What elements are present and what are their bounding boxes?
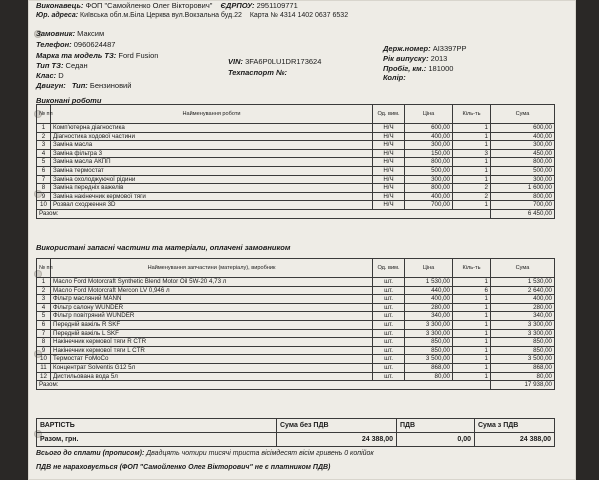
amount-cell: 400,00 — [491, 132, 555, 141]
work-row — [37, 124, 555, 133]
cost-label: ВАРТІСТЬ — [37, 419, 277, 433]
vin-label: VIN: — [228, 57, 243, 66]
item-name-cell: Заміна передніх важелів — [51, 184, 373, 193]
row-number-cell: 11 — [37, 363, 51, 372]
part-row — [37, 363, 555, 372]
column-header: Од. вим. — [373, 259, 405, 278]
column-header: Ціна — [405, 259, 453, 278]
work-row — [37, 149, 555, 158]
body-type-line — [36, 61, 88, 71]
item-name-cell: Передній важіль L SKF — [51, 329, 373, 338]
executor-label: Виконавець: — [36, 1, 84, 10]
unit-cell: Н/Ч — [373, 166, 405, 175]
row-number-cell: 6 — [37, 320, 51, 329]
item-name-cell: Масло Ford Motorcraft Synthetic Blend Motor Oil 5W-20 4,73 л — [51, 278, 373, 287]
amount-cell: 1 600,00 — [491, 184, 555, 193]
quantity-cell: 1 — [453, 355, 491, 364]
price-cell: 340,00 — [405, 312, 453, 321]
column-header: № пп — [37, 259, 51, 278]
quantity-cell: 1 — [453, 338, 491, 347]
item-name-cell: Передній важіль R SKF — [51, 320, 373, 329]
unit-cell: шт. — [373, 286, 405, 295]
work-row — [37, 201, 555, 210]
passport-label: Техпаспорт №: — [228, 68, 288, 77]
color-label: Колір: — [383, 73, 406, 82]
unit-cell: шт. — [373, 346, 405, 355]
unit-cell: шт. — [373, 320, 405, 329]
unit-cell: Н/Ч — [373, 149, 405, 158]
unit-cell: шт. — [373, 303, 405, 312]
works-header-row — [37, 105, 555, 124]
quantity-cell: 1 — [453, 312, 491, 321]
price-cell: 700,00 — [405, 201, 453, 210]
edrpou-label: ЄДРПОУ: — [220, 1, 255, 10]
quantity-cell: 6 — [453, 286, 491, 295]
sum-with-vat-label: Сума з ПДВ — [475, 419, 555, 433]
row-number-cell: 6 — [37, 166, 51, 175]
phone-value: 0960624487 — [73, 40, 116, 49]
part-row — [37, 286, 555, 295]
vat-note: ПДВ не нараховується (ФОП "Самойленко Олег Вікторович" не є платником ПДВ) — [36, 464, 331, 471]
amount-cell: 868,00 — [491, 363, 555, 372]
amount-cell: 300,00 — [491, 141, 555, 150]
amount-in-words — [36, 450, 374, 457]
amount-in-words-label: Всього до сплати (прописом): — [36, 450, 145, 457]
item-name-cell: Розвал сходження 3D — [51, 201, 373, 210]
summary-total-label: Разом, грн. — [37, 433, 277, 447]
color-line — [383, 73, 406, 83]
amount-cell: 3 300,00 — [491, 329, 555, 338]
unit-cell: шт. — [373, 278, 405, 287]
works-total-label: Разом: — [37, 209, 491, 218]
row-number-cell: 7 — [37, 175, 51, 184]
item-name-cell: Заміна термостат — [51, 166, 373, 175]
item-name-cell: Масло Ford Motorcraft Mercon LV 0,946 л — [51, 286, 373, 295]
price-cell: 400,00 — [405, 132, 453, 141]
item-name-cell: Накінечник кермової тяги L CTR — [51, 346, 373, 355]
mileage-value: 181000 — [428, 64, 454, 73]
price-cell: 1 530,00 — [405, 278, 453, 287]
parts-header-row — [37, 259, 555, 278]
part-row — [37, 278, 555, 287]
quantity-cell: 1 — [453, 278, 491, 287]
address-value: Київська обл.м.Біла Церква вул.Вокзальна буд.22 — [80, 12, 242, 19]
mileage-label: Пробіг, км.: — [383, 64, 427, 73]
row-number-cell: 12 — [37, 372, 51, 381]
phone-line — [36, 40, 115, 50]
unit-cell: Н/Ч — [373, 201, 405, 210]
model-label: Марка та модель ТЗ: — [36, 51, 117, 60]
works-title: Виконані роботи — [36, 96, 102, 105]
card-value: 4314 1402 0637 6532 — [279, 12, 349, 19]
summary-header-row — [37, 419, 555, 433]
parts-total-value: 17 938,00 — [491, 381, 555, 390]
item-name-cell: Комп'ютерна діагностика — [51, 124, 373, 133]
vin-line — [228, 57, 321, 67]
model-value: Ford Fusion — [118, 51, 159, 60]
item-name-cell: Діагностика ходової частини — [51, 132, 373, 141]
part-row — [37, 372, 555, 381]
row-number-cell: 3 — [37, 141, 51, 150]
quantity-cell: 1 — [453, 320, 491, 329]
price-cell: 280,00 — [405, 303, 453, 312]
engine-type-value: Бензиновий — [89, 81, 132, 90]
year-line — [383, 54, 447, 64]
year-value: 2013 — [430, 54, 448, 63]
unit-cell: Н/Ч — [373, 132, 405, 141]
amount-cell: 850,00 — [491, 338, 555, 347]
unit-cell: Н/Ч — [373, 175, 405, 184]
parts-total-row — [37, 381, 555, 390]
price-cell: 3 500,00 — [405, 355, 453, 364]
column-header: № пп — [37, 105, 51, 124]
unit-cell: шт. — [373, 329, 405, 338]
amount-cell: 2 640,00 — [491, 286, 555, 295]
unit-cell: шт. — [373, 338, 405, 347]
quantity-cell: 1 — [453, 329, 491, 338]
price-cell: 3 300,00 — [405, 329, 453, 338]
quantity-cell: 1 — [453, 372, 491, 381]
model-line — [36, 51, 158, 61]
work-row — [37, 184, 555, 193]
part-row — [37, 338, 555, 347]
unit-cell: Н/Ч — [373, 192, 405, 201]
vin-value: 3FA6P0LU1DR173624 — [245, 57, 322, 66]
row-number-cell: 5 — [37, 158, 51, 167]
work-row — [37, 166, 555, 175]
amount-cell: 280,00 — [491, 303, 555, 312]
quantity-cell: 1 — [453, 124, 491, 133]
item-name-cell: Заміна охолоджуючої рідини — [51, 175, 373, 184]
item-name-cell: Заміна фільтра 3 — [51, 149, 373, 158]
row-number-cell: 9 — [37, 192, 51, 201]
price-cell: 600,00 — [405, 124, 453, 133]
card-label: Карта № — [249, 12, 279, 19]
item-name-cell: Накінечник кермової тяги R CTR — [51, 338, 373, 347]
quantity-cell: 2 — [453, 192, 491, 201]
class-label: Клас: — [36, 71, 57, 80]
row-number-cell: 4 — [37, 303, 51, 312]
address-line — [36, 11, 348, 21]
price-cell: 150,00 — [405, 149, 453, 158]
amount-cell: 1 530,00 — [491, 278, 555, 287]
sum-without-vat-value: 24 388,00 — [277, 433, 397, 447]
quantity-cell: 1 — [453, 175, 491, 184]
column-header: Ціна — [405, 105, 453, 124]
column-header: Кіль-ть — [453, 259, 491, 278]
quantity-cell: 1 — [453, 295, 491, 304]
executor-line — [36, 1, 298, 11]
engine-type-label: Тип: — [71, 81, 88, 90]
amount-cell: 3 500,00 — [491, 355, 555, 364]
column-header: Кіль-ть — [453, 105, 491, 124]
work-row — [37, 141, 555, 150]
price-cell: 400,00 — [405, 192, 453, 201]
quantity-cell: 1 — [453, 346, 491, 355]
works-total-value: 6 450,00 — [491, 209, 555, 218]
amount-cell: 400,00 — [491, 295, 555, 304]
reg-number-value: AI3397PP — [432, 44, 467, 53]
quantity-cell: 2 — [453, 184, 491, 193]
work-row — [37, 158, 555, 167]
unit-cell: шт. — [373, 372, 405, 381]
row-number-cell: 1 — [37, 278, 51, 287]
amount-cell: 450,00 — [491, 149, 555, 158]
price-cell: 300,00 — [405, 175, 453, 184]
amount-cell: 850,00 — [491, 346, 555, 355]
part-row — [37, 295, 555, 304]
item-name-cell: Заміна масла — [51, 141, 373, 150]
quantity-cell: 3 — [453, 149, 491, 158]
column-header: Сума — [491, 105, 555, 124]
item-name-cell: Фільтр повітряний WUNDER — [51, 312, 373, 321]
price-cell: 850,00 — [405, 346, 453, 355]
summary-table — [36, 418, 555, 447]
amount-cell: 500,00 — [491, 166, 555, 175]
body-type-value: Седан — [65, 61, 88, 70]
unit-cell: шт. — [373, 295, 405, 304]
sum-without-vat-label: Сума без ПДВ — [277, 419, 397, 433]
row-number-cell: 4 — [37, 149, 51, 158]
amount-cell: 600,00 — [491, 124, 555, 133]
vat-value: 0,00 — [397, 433, 475, 447]
item-name-cell: Термостат FoMoCo — [51, 355, 373, 364]
item-name-cell: Концентрат Solventis G12 5л — [51, 363, 373, 372]
reg-number-label: Держ.номер: — [383, 44, 431, 53]
engine-label: Двигун: — [36, 81, 66, 90]
unit-cell: шт. — [373, 363, 405, 372]
item-name-cell: Фільтр масляний MANN — [51, 295, 373, 304]
quantity-cell: 1 — [453, 201, 491, 210]
executor-value: ФОП "Самойленко Олег Вікторович" — [85, 1, 213, 10]
item-name-cell: Заміна масла АКПП — [51, 158, 373, 167]
part-row — [37, 329, 555, 338]
work-row — [37, 175, 555, 184]
price-cell: 400,00 — [405, 295, 453, 304]
passport-line — [228, 68, 287, 78]
price-cell: 300,00 — [405, 141, 453, 150]
part-row — [37, 320, 555, 329]
works-table — [36, 104, 555, 219]
vat-label: ПДВ — [397, 419, 475, 433]
row-number-cell: 1 — [37, 124, 51, 133]
row-number-cell: 7 — [37, 329, 51, 338]
amount-cell: 800,00 — [491, 158, 555, 167]
amount-cell: 300,00 — [491, 175, 555, 184]
summary-total-row — [37, 433, 555, 447]
price-cell: 800,00 — [405, 184, 453, 193]
quantity-cell: 1 — [453, 158, 491, 167]
class-line — [36, 71, 64, 81]
unit-cell: Н/Ч — [373, 124, 405, 133]
price-cell: 80,00 — [405, 372, 453, 381]
item-name-cell: Заміна накінечник кермової тяги — [51, 192, 373, 201]
row-number-cell: 8 — [37, 184, 51, 193]
quantity-cell: 1 — [453, 166, 491, 175]
row-number-cell: 3 — [37, 295, 51, 304]
amount-cell: 3 300,00 — [491, 320, 555, 329]
edrpou-value: 2951109771 — [256, 1, 298, 10]
parts-title: Використані запасні частини та матеріали, оплачені замовником — [36, 243, 291, 252]
row-number-cell: 10 — [37, 201, 51, 210]
price-cell: 500,00 — [405, 166, 453, 175]
quantity-cell: 1 — [453, 141, 491, 150]
reg-number-line — [383, 44, 466, 54]
class-value: D — [58, 71, 64, 80]
unit-cell: шт. — [373, 355, 405, 364]
amount-cell: 700,00 — [491, 201, 555, 210]
part-row — [37, 303, 555, 312]
body-type-label: Тип ТЗ: — [36, 61, 64, 70]
phone-label: Телефон: — [36, 40, 72, 49]
row-number-cell: 9 — [37, 346, 51, 355]
customer-label: Замовник: — [36, 29, 76, 38]
part-row — [37, 312, 555, 321]
part-row — [37, 346, 555, 355]
price-cell: 3 300,00 — [405, 320, 453, 329]
unit-cell: Н/Ч — [373, 141, 405, 150]
price-cell: 440,00 — [405, 286, 453, 295]
unit-cell: шт. — [373, 312, 405, 321]
quantity-cell: 1 — [453, 363, 491, 372]
unit-cell: Н/Ч — [373, 184, 405, 193]
price-cell: 850,00 — [405, 338, 453, 347]
sum-with-vat-value: 24 388,00 — [475, 433, 555, 447]
row-number-cell: 8 — [37, 338, 51, 347]
address-label: Юр. адреса: — [36, 12, 79, 19]
customer-line — [36, 29, 104, 39]
amount-cell: 800,00 — [491, 192, 555, 201]
work-row — [37, 192, 555, 201]
customer-value: Максим — [77, 29, 105, 38]
parts-total-label: Разом: — [37, 381, 491, 390]
part-row — [37, 355, 555, 364]
amount-cell: 80,00 — [491, 372, 555, 381]
price-cell: 868,00 — [405, 363, 453, 372]
engine-line — [36, 81, 131, 91]
amount-cell: 340,00 — [491, 312, 555, 321]
row-number-cell: 2 — [37, 132, 51, 141]
item-name-cell: Фільтр салону WUNDER — [51, 303, 373, 312]
price-cell: 800,00 — [405, 158, 453, 167]
row-number-cell: 2 — [37, 286, 51, 295]
invoice-sheet — [28, 0, 576, 480]
column-header: Сума — [491, 259, 555, 278]
quantity-cell: 1 — [453, 303, 491, 312]
amount-in-words-value: Двадцять чотири тисячі триста вісімдесят вісім гривень 0 копійок — [146, 450, 374, 457]
unit-cell: Н/Ч — [373, 158, 405, 167]
column-header: Од. вим. — [373, 105, 405, 124]
item-name-cell: Дистильована вода 5л — [51, 372, 373, 381]
work-row — [37, 132, 555, 141]
works-total-row — [37, 209, 555, 218]
quantity-cell: 1 — [453, 132, 491, 141]
column-header: Найменування запчастини (матеріалу), виробник — [51, 259, 373, 278]
row-number-cell: 10 — [37, 355, 51, 364]
row-number-cell: 5 — [37, 312, 51, 321]
parts-table — [36, 258, 555, 390]
year-label: Рік випуску: — [383, 54, 429, 63]
column-header: Найменування роботи — [51, 105, 373, 124]
